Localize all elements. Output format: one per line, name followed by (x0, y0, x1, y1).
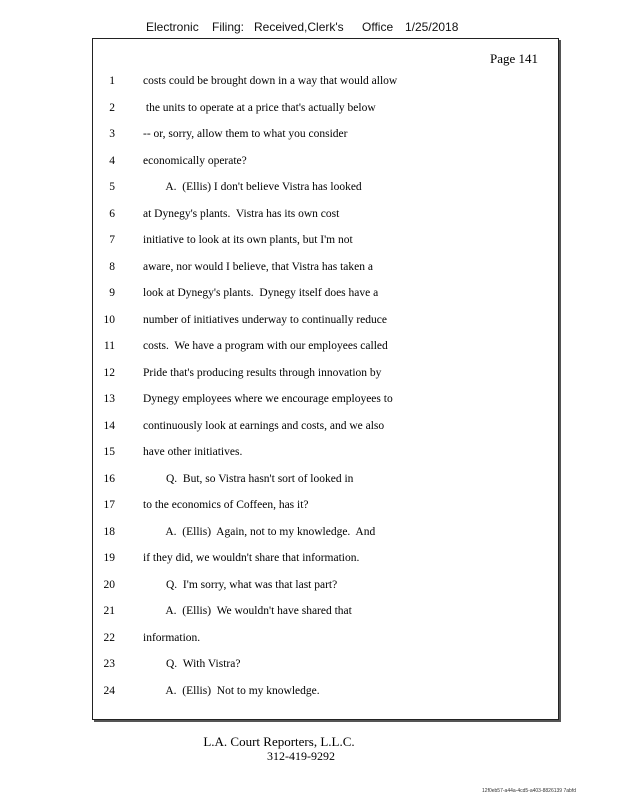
line-text: continuously look at earnings and costs, and we also (143, 419, 385, 432)
line-number: 1 (109, 75, 115, 87)
line-text: A. (Ellis) Not to my knowledge. (143, 684, 320, 697)
page-number: Page 141 (489, 51, 538, 66)
line-number: 24 (103, 684, 115, 697)
line-number: 17 (103, 499, 115, 511)
line-text: -- or, sorry, allow them to what you consider (143, 128, 348, 140)
line-text: at Dynegy's plants. Vistra has its own cost (143, 207, 340, 220)
transcript-line (93, 685, 553, 705)
transcript-line (93, 446, 553, 466)
line-text: Q. I'm sorry, what was that last part? (143, 578, 338, 591)
line-number: 2 (109, 101, 115, 114)
transcript-line (93, 420, 553, 440)
line-number: 8 (109, 260, 115, 273)
transcript-line (93, 208, 553, 228)
transcript-line (93, 181, 553, 201)
line-number: 10 (103, 313, 115, 326)
transcript-line (93, 367, 553, 387)
transcript-line (93, 552, 553, 572)
line-number: 7 (109, 234, 115, 246)
transcript-line (93, 261, 553, 281)
line-number: 5 (109, 181, 115, 193)
header-word-office: Office (362, 20, 394, 34)
line-number: 3 (109, 128, 115, 140)
transcript-line (93, 658, 553, 678)
header-word-filing: Filing: (212, 20, 245, 34)
line-number: 9 (109, 287, 115, 299)
line-text: number of initiatives underway to continually reduce (143, 313, 387, 326)
filing-stamp-header (146, 20, 476, 38)
transcript-line (93, 632, 553, 652)
transcript-page (92, 38, 559, 720)
transcript-line (93, 473, 553, 493)
reporter-phone: 312-419-9292 (267, 749, 335, 763)
line-text: A. (Ellis) We wouldn't have shared that (143, 605, 352, 617)
header-word-received: Received,Clerk's (254, 20, 344, 34)
transcript-line (93, 526, 553, 546)
transcript-line (93, 579, 553, 599)
transcript-line (93, 234, 553, 254)
transcript-line (93, 287, 553, 307)
line-number: 6 (109, 207, 115, 220)
line-text: initiative to look at its own plants, but I'm not (143, 234, 353, 246)
transcript-line (93, 605, 553, 625)
line-number: 20 (103, 578, 115, 591)
line-number: 12 (103, 366, 115, 379)
line-number: 22 (103, 631, 115, 644)
line-number: 15 (103, 446, 115, 458)
header-date: 1/25/2018 (405, 20, 459, 34)
line-text: Pride that's producing results through innovation by (143, 366, 382, 379)
line-text: to the economics of Coffeen, has it? (143, 499, 309, 511)
line-number: 13 (103, 393, 115, 405)
line-number: 23 (103, 658, 115, 670)
line-text: costs could be brought down in a way that would allow (143, 75, 398, 87)
transcript-line (93, 155, 553, 175)
line-text: look at Dynegy's plants. Dynegy itself does have a (143, 287, 379, 299)
line-text: A. (Ellis) I don't believe Vistra has looked (143, 181, 362, 193)
transcript-line (93, 102, 553, 122)
line-text: have other initiatives. (143, 446, 243, 458)
line-text: Q. With Vistra? (143, 658, 241, 670)
line-text: economically operate? (143, 154, 247, 167)
line-text: Q. But, so Vistra hasn't sort of looked in (143, 472, 354, 485)
reporter-company: L.A. Court Reporters, L.L.C. (203, 734, 355, 749)
line-number: 14 (103, 419, 115, 432)
line-text: information. (143, 631, 201, 644)
line-number: 21 (103, 605, 115, 617)
document-id: 12f0eb57-a44a-4cd5-a403-8826139 7abfd (482, 788, 576, 794)
line-number: 16 (103, 472, 115, 485)
line-text: costs. We have a program with our employees called (143, 340, 388, 352)
line-text: if they did, we wouldn't share that information. (143, 552, 360, 564)
line-number: 18 (103, 525, 115, 538)
line-text: Dynegy employees where we encourage employees to (143, 393, 393, 405)
line-number: 19 (103, 552, 115, 564)
line-number: 11 (103, 340, 115, 352)
transcript-line (93, 393, 553, 413)
header-word-electronic: Electronic (146, 20, 199, 34)
transcript-line (93, 128, 553, 148)
line-text: the units to operate at a price that's actually below (143, 101, 376, 114)
transcript-line (93, 75, 553, 95)
line-text: A. (Ellis) Again, not to my knowledge. And (143, 525, 376, 538)
transcript-line (93, 499, 553, 519)
line-text: aware, nor would I believe, that Vistra has taken a (143, 260, 373, 273)
line-number: 4 (109, 154, 115, 167)
transcript-line (93, 340, 553, 360)
transcript-line (93, 314, 553, 334)
